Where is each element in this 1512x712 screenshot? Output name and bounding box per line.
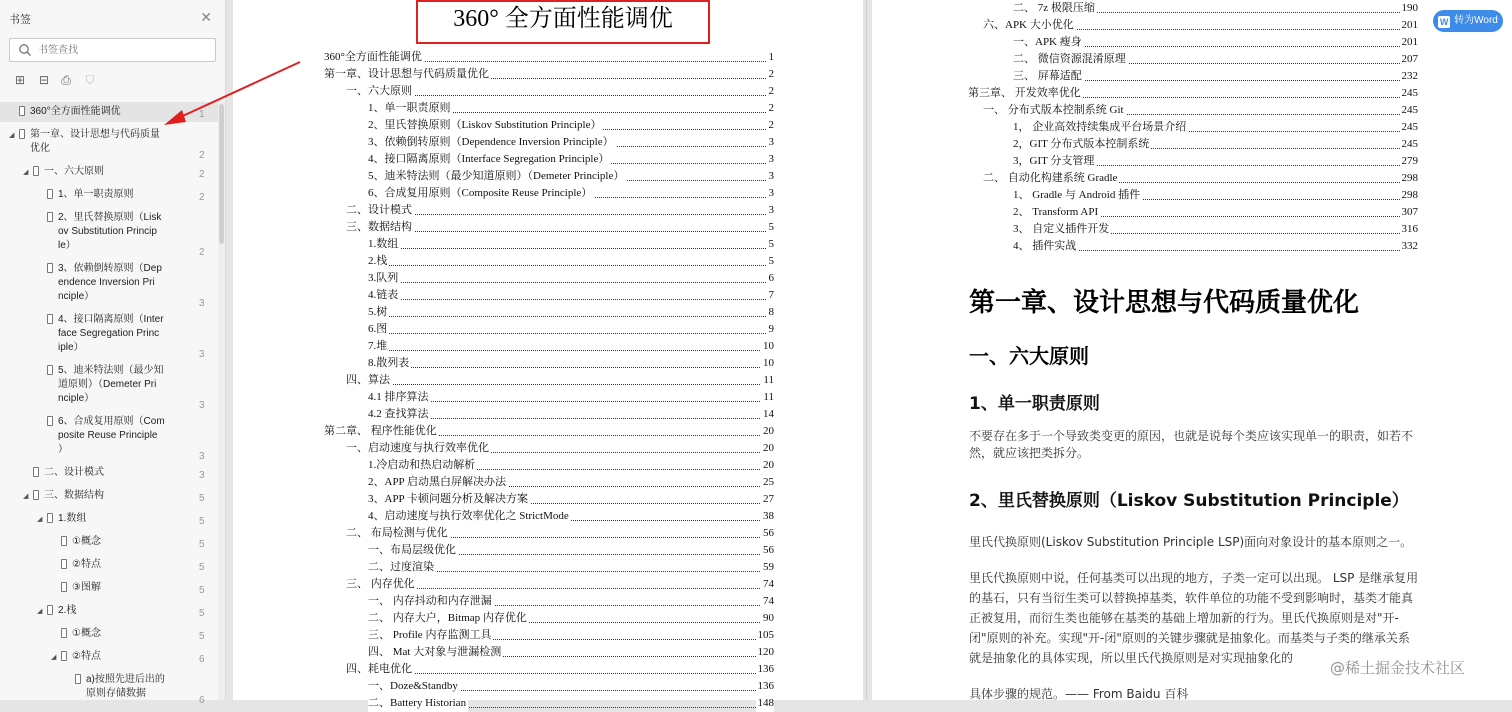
bookmark-page-number: 5: [199, 562, 205, 573]
bookmark-page-number: 5: [199, 608, 205, 619]
toc-entry[interactable]: [368, 389, 774, 406]
toc-entry[interactable]: [368, 627, 774, 644]
expand-toggle-icon[interactable]: ◢: [37, 516, 43, 523]
bookmark-label: ②特点: [72, 651, 101, 662]
bookmark-label: ②特点: [72, 559, 101, 570]
toc-entry[interactable]: [368, 355, 774, 372]
toc-entry[interactable]: [368, 474, 774, 491]
toc-entry[interactable]: [368, 134, 774, 151]
toc-entry-title: 四、耗电优化: [346, 661, 414, 678]
annotation-arrow: [150, 58, 320, 138]
bookmark-item[interactable]: [0, 185, 218, 205]
bookmark-item[interactable]: [0, 361, 218, 409]
bookmark-label: 5、迪米特法则（最少知 道原则）（Demeter Pri nciple）: [58, 365, 164, 404]
toc-entry-title: 第一章、设计思想与代码质量优化: [324, 66, 491, 83]
toc-entry[interactable]: [1013, 221, 1418, 238]
bookmark-label: 4、接口隔离原则（Inter face Segregation Princ iple）: [58, 314, 164, 353]
bookmark-label: 三、数据结构: [44, 490, 104, 501]
bookmark-page-number: 2: [199, 247, 205, 258]
toc-entry[interactable]: [368, 542, 774, 559]
toc-leader: [368, 265, 774, 266]
toc-entry-page: 3: [767, 168, 775, 185]
toc-entry[interactable]: [1013, 51, 1418, 68]
add-bookmark-icon[interactable]: ⎙: [61, 73, 71, 87]
toc-entry-page: 38: [761, 508, 774, 525]
toc-entry-title: 5.树: [368, 304, 389, 321]
toc-entry-title: 4.链表: [368, 287, 400, 304]
pdf-page-1: [233, 0, 863, 709]
toc-entry-page: 10: [761, 338, 774, 355]
toc-entry-title: 1.冷启动和热启动解析: [368, 457, 477, 474]
toc-entry-title: 1、单一职责原则: [368, 100, 453, 117]
paragraph-3: 里氏代换原则中说，任何基类可以出现的地方，子类一定可以出现。 LSP 是继承复用的基石，只有当衍生类可以替换掉基类，软件单位的功能不受到影响时，基类才能真正被复用，而衍生类也能够在基类的基础上增加新的行为。里氏代换原则是对"开-闭"原则的补充。实现"开-闭"原则的关键步骤就是抽象化。而基类与子类的继承关系就是抽象化的具体实现，所以里氏代换原则是对实现抽象化的: [969, 571, 1419, 665]
toc-entry[interactable]: [346, 661, 774, 678]
toc-entry-page: 11: [761, 372, 774, 389]
toc-entry[interactable]: [983, 102, 1418, 119]
toc-entry[interactable]: [368, 610, 774, 627]
paragraph-1: 不要存在多于一个导致类变更的原因，也就是说每个类应该实现单一的职责，如若不然，就应该把类拆分。: [969, 429, 1414, 460]
toc-entry-title: 5、迪米特法则（最少知道原则）（Demeter Principle）: [368, 168, 626, 185]
toc-entry-title: 3、 自定义插件开发: [1013, 221, 1111, 238]
toc-leader: [368, 248, 774, 249]
toc-entry[interactable]: [324, 66, 774, 83]
toc-entry-page: 307: [1400, 204, 1419, 221]
convert-to-word-button[interactable]: [1433, 10, 1503, 32]
toc-entry-page: 3: [767, 202, 775, 219]
toc-entry-title: 3、依赖倒转原则（Dependence Inversion Principle）: [368, 134, 616, 151]
toc-entry-title: 2、里氏替换原则（Liskov Substitution Principle）: [368, 117, 603, 134]
toc-entry-title: 二、 7z 极限压缩: [1013, 0, 1097, 17]
bookmark-icon: [33, 490, 39, 500]
toc-entry[interactable]: [1013, 34, 1418, 51]
bookmark-item[interactable]: [0, 486, 218, 506]
bookmark-item[interactable]: [0, 555, 218, 575]
bookmark-icon: [61, 559, 67, 569]
toc-entry[interactable]: [324, 49, 774, 66]
bookmark-scrollbar[interactable]: [218, 100, 225, 700]
toc-entry[interactable]: [324, 423, 774, 440]
toc-entry[interactable]: [368, 100, 774, 117]
toc-entry-page: 201: [1400, 17, 1419, 34]
toc-entry-title: 7.堆: [368, 338, 389, 355]
bookmark-label: 一、六大原则: [44, 166, 104, 177]
toc-entry[interactable]: [1013, 0, 1418, 17]
expand-toggle-icon[interactable]: ◢: [23, 169, 29, 176]
toc-entry[interactable]: [983, 17, 1418, 34]
bookmark-page-number: 6: [199, 654, 205, 665]
page-gap: [866, 0, 867, 700]
toc-entry[interactable]: [1013, 238, 1418, 255]
bookmark-panel-header: [0, 0, 226, 34]
bookmark-search-input[interactable]: [38, 42, 208, 58]
bookmark-icon: [61, 651, 67, 661]
toc-entry-page: 74: [761, 593, 774, 610]
bookmark-label: 1、单一职责原则: [58, 189, 134, 200]
bookmark-page-number: 5: [199, 585, 205, 596]
bookmark-item[interactable]: [0, 208, 218, 256]
toc-entry-title: 一、六大原则: [346, 83, 414, 100]
collapse-all-icon[interactable]: ⊟: [38, 73, 50, 87]
toc-entry-page: 148: [756, 695, 775, 712]
bookmark-icon: [47, 605, 53, 615]
toc-entry[interactable]: [346, 83, 774, 100]
toc-entry-page: 1: [767, 49, 775, 66]
toc-entry-page: 59: [761, 559, 774, 576]
toc-entry[interactable]: [368, 406, 774, 423]
toc-entry-page: 201: [1400, 34, 1419, 51]
toc-entry[interactable]: [368, 151, 774, 168]
toc-entry[interactable]: [368, 253, 774, 270]
toc-entry[interactable]: [368, 491, 774, 508]
toc-entry-title: 1.数组: [368, 236, 400, 253]
watermark: @稀土掘金技术社区: [1330, 659, 1466, 677]
expand-toggle-icon[interactable]: ◢: [37, 608, 43, 615]
bookmark-item[interactable]: [0, 259, 218, 307]
toc-entry[interactable]: [368, 338, 774, 355]
toc-entry-title: 4、接口隔离原则（Interface Segregation Principle）: [368, 151, 611, 168]
toc-entry-title: 一、 内存抖动和内存泄漏: [368, 593, 494, 610]
toc-entry[interactable]: [368, 695, 774, 712]
expand-all-icon[interactable]: ⊞: [14, 73, 26, 87]
toc-entry-page: 298: [1400, 187, 1419, 204]
toc-entry-title: 2、APP 启动黑白屏解决办法: [368, 474, 508, 491]
toc-entry[interactable]: [346, 202, 774, 219]
bookmark-page-number: 5: [199, 539, 205, 550]
bookmark-item[interactable]: [0, 670, 218, 704]
toc-entry-page: 279: [1400, 153, 1419, 170]
expand-toggle-icon[interactable]: ◢: [23, 493, 29, 500]
toc-entry-page: 3: [767, 185, 775, 202]
toc-entry-page: 14: [761, 406, 774, 423]
chapter-heading: 第一章、设计思想与代码质量优化: [969, 288, 1360, 318]
toc-entry-title: 3、APP 卡顿问题分析及解决方案: [368, 491, 530, 508]
bookmark-page-number: 3: [199, 349, 205, 360]
toc-entry[interactable]: [368, 287, 774, 304]
toc-entry-page: 298: [1400, 170, 1419, 187]
toc-entry-page: 245: [1400, 102, 1419, 119]
toc-entry[interactable]: [368, 270, 774, 287]
bookmark-item[interactable]: [0, 601, 218, 621]
toc-entry[interactable]: [368, 236, 774, 253]
bookmark-page-number: 3: [199, 451, 205, 462]
toc-entry-page: 27: [761, 491, 774, 508]
toc-entry-page: 5: [767, 236, 775, 253]
toc-entry[interactable]: [1013, 204, 1418, 221]
toc-entry-title: 三、数据结构: [346, 219, 414, 236]
paragraph-2: 里氏代换原则(Liskov Substitution Principle LSP)面向对象设计的基本原则之一。: [969, 535, 1413, 549]
toc-entry-page: 3: [767, 134, 775, 151]
toc-entry-title: 二、 自动化构建系统 Gradle: [983, 170, 1119, 187]
close-icon[interactable]: ✕: [200, 9, 212, 25]
toc-leader: [368, 333, 774, 334]
toc-entry-page: 5: [767, 253, 775, 270]
toc-entry-title: 360°全方面性能调优: [324, 49, 424, 66]
toc-entry-title: 一、启动速度与执行效率优化: [346, 440, 491, 457]
toc-entry[interactable]: [368, 304, 774, 321]
section-heading: 一、六大原则: [969, 344, 1089, 368]
toc-entry-page: 232: [1400, 68, 1419, 85]
toc-entry-page: 105: [756, 627, 775, 644]
bookmark-label: 二、设计模式: [44, 467, 104, 478]
toc-entry-page: 20: [761, 457, 774, 474]
toc-entry-page: 8: [767, 304, 775, 321]
bookmark-item[interactable]: [0, 162, 218, 182]
bookmark-icon: [19, 129, 25, 139]
bookmark-panel-title: 书签: [9, 14, 31, 26]
bookmark-item[interactable]: [0, 412, 218, 460]
toc-entry-title: 8.散列表: [368, 355, 411, 372]
toc-entry[interactable]: [1013, 187, 1418, 204]
toc-entry-page: 136: [756, 661, 775, 678]
toc-entry-title: 六、APK 大小优化: [983, 17, 1076, 34]
toc-entry-title: 一、布局层级优化: [368, 542, 458, 559]
toc-entry[interactable]: [368, 593, 774, 610]
bookmark-icon: [47, 513, 53, 523]
bookmark-icon: [47, 416, 53, 426]
toc-entry-page: 2: [767, 66, 775, 83]
bookmark-icon: [47, 263, 53, 273]
bookmark-icon: [19, 106, 25, 116]
toc-entry-title: 4、 插件实战: [1013, 238, 1078, 255]
bookmark-item[interactable]: [0, 509, 218, 529]
bookmark-tree: [0, 100, 218, 706]
toc-entry[interactable]: [368, 644, 774, 661]
bookmark-label: ①概念: [72, 628, 101, 639]
bookmark-label: 360°全方面性能调优: [30, 106, 121, 117]
toc-entry-page: 120: [756, 644, 775, 661]
toc-entry-page: 332: [1400, 238, 1419, 255]
toc-entry[interactable]: [368, 321, 774, 338]
search-icon: [18, 43, 32, 57]
toc-entry[interactable]: [346, 525, 774, 542]
bookmark-page-number: 2: [199, 169, 205, 180]
bookmark-label: ①概念: [72, 536, 101, 547]
bookmark-label: 第一章、设计思想与代码质量 优化: [30, 129, 160, 154]
bookmark-label: 3、依赖倒转原则（Dep endence Inversion Pri nciple）: [58, 263, 162, 302]
toc-entry-title: 二、过度渲染: [368, 559, 436, 576]
bookmark-icon: [61, 536, 67, 546]
toc-entry-page: 245: [1400, 119, 1419, 136]
toc-entry[interactable]: [968, 85, 1418, 102]
bookmark-label: 2.栈: [58, 605, 77, 616]
toc-entry-page: 11: [761, 389, 774, 406]
toc-entry[interactable]: [368, 117, 774, 134]
bookmark-icon: [47, 212, 53, 222]
bookmark-page-number: 3: [199, 470, 205, 481]
bookmark-page-number: 1: [199, 109, 205, 120]
toc-entry[interactable]: [368, 508, 774, 525]
toc-entry[interactable]: [346, 576, 774, 593]
bookmark-label: 2、里氏替换原则（Lisk ov Substitution Princip le）: [58, 212, 162, 251]
toc-entry-title: 第二章、 程序性能优化: [324, 423, 439, 440]
bookmark-item[interactable]: [0, 310, 218, 358]
toc-entry[interactable]: [346, 440, 774, 457]
bookmark-label: ③图解: [72, 582, 101, 593]
bookmark-icon: [61, 628, 67, 638]
toc-entry[interactable]: [368, 168, 774, 185]
toc-entry-title: 1， 企业高效持续集成平台场景介绍: [1013, 119, 1188, 136]
toc-entry-title: 2，GIT 分布式版本控制系统: [1013, 136, 1151, 153]
bookmark-page-number: 3: [199, 298, 205, 309]
bookmark-icon: [47, 189, 53, 199]
bookmark-icon: [47, 365, 53, 375]
bookmark-icon: [47, 314, 53, 324]
expand-toggle-icon[interactable]: ◢: [9, 132, 15, 139]
bookmark-page-number: 5: [199, 493, 205, 504]
toc-entry-title: 第三章、 开发效率优化: [968, 85, 1083, 102]
toc-entry-page: 136: [756, 678, 775, 695]
toc-leader: [368, 282, 774, 283]
toc-entry-title: 4、启动速度与执行效率优化之 StrictMode: [368, 508, 571, 525]
pdf-page-2: [872, 0, 1512, 700]
toc-entry-title: 二、Battery Historian: [368, 695, 468, 712]
toc-entry-page: 2: [767, 117, 775, 134]
bookmark-item[interactable]: [0, 532, 218, 552]
subsection-heading-1: 1、单一职责原则: [969, 394, 1100, 414]
toc-entry[interactable]: [368, 185, 774, 202]
toc-entry-title: 1、 Gradle 与 Android 插件: [1013, 187, 1142, 204]
toc-entry-page: 20: [761, 423, 774, 440]
toc-entry-title: 二、 布局检测与优化: [346, 525, 450, 542]
bookmark-page-number: 3: [199, 400, 205, 411]
toc-entry-page: 316: [1400, 221, 1419, 238]
toc-entry-page: 56: [761, 542, 774, 559]
toc-entry-page: 207: [1400, 51, 1419, 68]
toc-entry-page: 245: [1400, 136, 1419, 153]
toc-entry-page: 6: [767, 270, 775, 287]
toc-entry-title: 三、 屏幕适配: [1013, 68, 1084, 85]
toc-entry-page: 2: [767, 83, 775, 100]
toc-entry[interactable]: [1013, 68, 1418, 85]
toc-entry[interactable]: [1013, 119, 1418, 136]
bookmark-page-number: 5: [199, 631, 205, 642]
toc-entry-page: 74: [761, 576, 774, 593]
toc-entry[interactable]: [1013, 153, 1418, 170]
toc-entry-title: 三、 内存优化: [346, 576, 417, 593]
bookmark-icon[interactable]: ⛉: [85, 73, 95, 87]
toc-entry-title: 四、算法: [346, 372, 392, 389]
toc-entry-title: 三、 Profile 内存监测工具: [368, 627, 493, 644]
toc-leader: [368, 367, 774, 368]
toc-entry-title: 二、设计模式: [346, 202, 414, 219]
document-title: 360° 全方面性能调优: [416, 0, 710, 44]
bookmark-label: 6、合成复用原则（Com posite Reuse Principle ）: [58, 416, 165, 455]
toc-entry-title: 3.队列: [368, 270, 400, 287]
toc-entry-title: 4.1 排序算法: [368, 389, 431, 406]
bookmark-icon: [75, 674, 81, 684]
toc-entry-title: 4.2 查找算法: [368, 406, 431, 423]
bookmark-item[interactable]: [0, 624, 218, 644]
toc-entry-title: 一、Doze&Standby: [368, 678, 460, 695]
bookmark-label: 1.数组: [58, 513, 87, 524]
toc-entry[interactable]: [368, 678, 774, 695]
toc-entry-title: 3，GIT 分支管理: [1013, 153, 1096, 170]
toc-entry-page: 20: [761, 440, 774, 457]
bookmark-page-number: 6: [199, 695, 205, 706]
expand-toggle-icon[interactable]: ◢: [51, 654, 57, 661]
bookmark-icon: [33, 467, 39, 477]
toc-entry-title: 二、 微信资源混淆原理: [1013, 51, 1128, 68]
bookmark-item[interactable]: [0, 463, 218, 483]
toc-leader: [346, 384, 774, 385]
toc-entry-page: 25: [761, 474, 774, 491]
toc-entry-title: 二、 内存大户，Bitmap 内存优化: [368, 610, 529, 627]
toc-entry[interactable]: [1013, 136, 1418, 153]
toc-entry-page: 3: [767, 151, 775, 168]
toc-entry-title: 一、 分布式版本控制系统 Git: [983, 102, 1126, 119]
toc-leader: [368, 350, 774, 351]
toc-leader: [368, 316, 774, 317]
toc-entry-title: 6.图: [368, 321, 389, 338]
bookmark-page-number: 2: [199, 192, 205, 203]
subsection-heading-2: 2、里氏替换原则（Liskov Substitution Principle）: [969, 491, 1409, 511]
toc-entry-title: 一、APK 瘦身: [1013, 34, 1084, 51]
toc-leader: [368, 299, 774, 300]
toc-entry[interactable]: [346, 372, 774, 389]
toc-entry-page: 90: [761, 610, 774, 627]
toc-entry-page: 5: [767, 219, 775, 236]
toc-entry[interactable]: [346, 219, 774, 236]
toc-entry-page: 245: [1400, 85, 1419, 102]
toc-entry-title: 2.栈: [368, 253, 389, 270]
toc-entry-page: 9: [767, 321, 775, 338]
convert-to-word-label: 转为Word: [1454, 15, 1498, 26]
toc-entry-page: 7: [767, 287, 775, 304]
bookmark-item[interactable]: [0, 578, 218, 598]
toc-entry-title: 四、 Mat 大对象与泄漏检测: [368, 644, 503, 661]
toc-entry-page: 10: [761, 355, 774, 372]
bookmark-item[interactable]: [0, 647, 218, 667]
toc-entry-title: 2、 Transform API: [1013, 204, 1100, 221]
word-icon: W: [1439, 17, 1449, 27]
bookmark-icon: [61, 582, 67, 592]
paragraph-4: 具体步骤的规范。—— From Baidu 百科: [969, 687, 1189, 701]
toc-entry[interactable]: [368, 457, 774, 474]
bookmark-icon: [33, 166, 39, 176]
bookmark-page-number: 2: [199, 150, 205, 161]
toc-entry-page: 2: [767, 100, 775, 117]
toc-entry-page: 190: [1400, 0, 1419, 17]
toc-entry[interactable]: [983, 170, 1418, 187]
toc-entry-page: 56: [761, 525, 774, 542]
bookmark-label: a)按照先进后出的 原则存储数据: [86, 674, 165, 699]
bookmark-page-number: 5: [199, 516, 205, 527]
toc-entry-title: 6、合成复用原则（Composite Reuse Principle）: [368, 185, 594, 202]
toc-entry[interactable]: [368, 559, 774, 576]
